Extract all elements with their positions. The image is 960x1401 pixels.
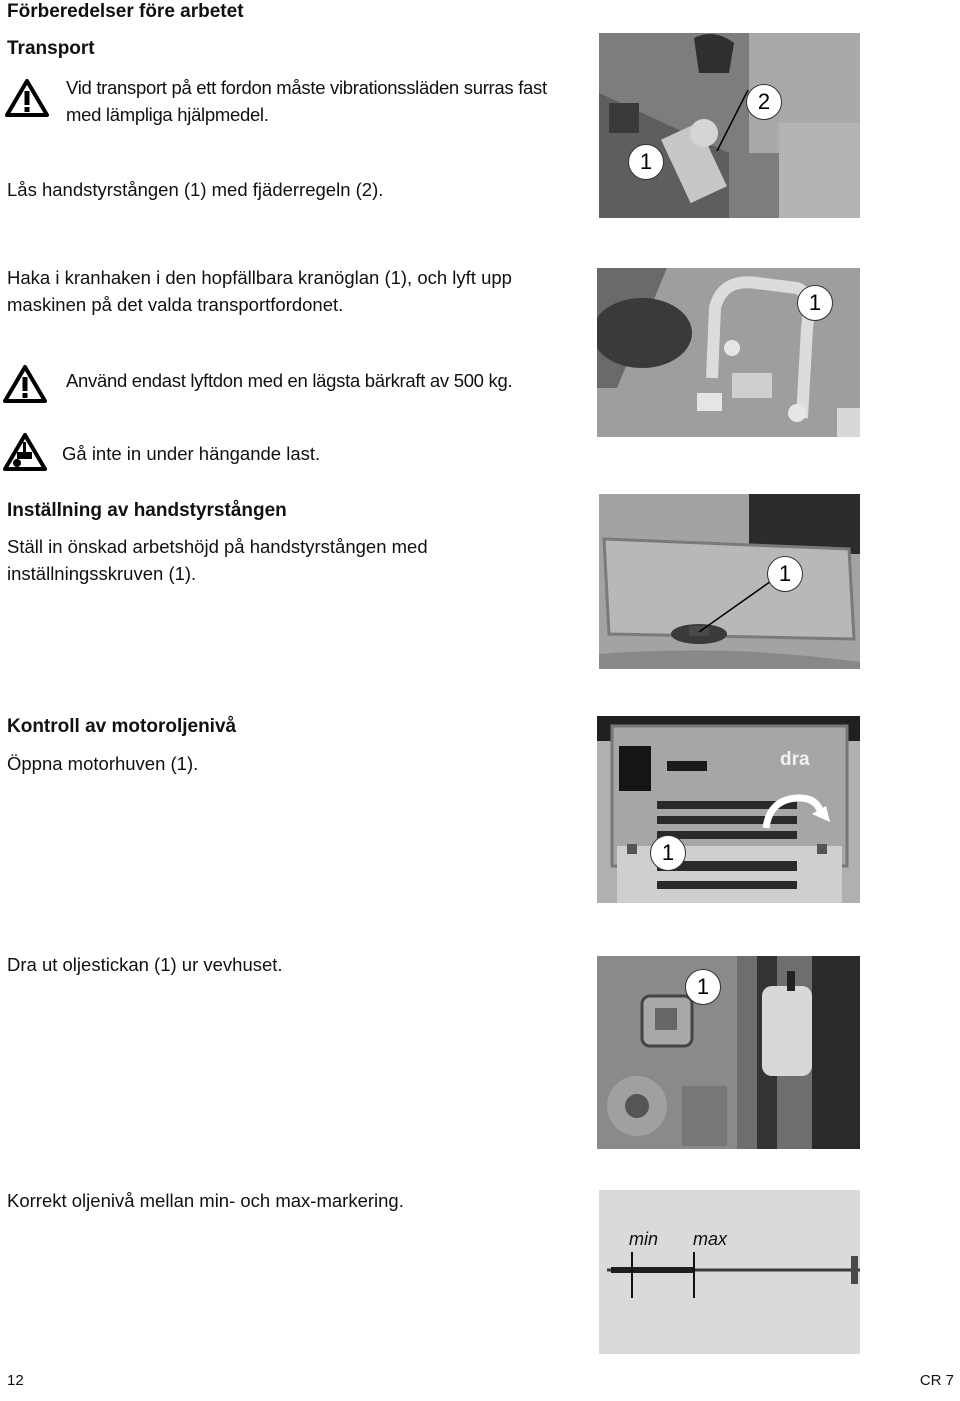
- transport-heading: Transport: [7, 38, 95, 59]
- callout-1: 1: [797, 285, 833, 321]
- pull-label: dra: [780, 749, 810, 770]
- page-number: 12: [7, 1372, 24, 1389]
- pull-arrow-icon: [760, 792, 832, 834]
- model-name: CR 7: [919, 1372, 954, 1389]
- transport-lock-text: Lås handstyrstången (1) med fjäderregeln (2).: [7, 179, 384, 200]
- callout-1: 1: [650, 835, 686, 871]
- photo-handle-screw: [599, 494, 860, 669]
- lifting-warning-capacity: Använd endast lyftdon med en lägsta bärkraft av 500 kg.: [66, 370, 513, 391]
- photo-dipstick-markings: [599, 1190, 860, 1354]
- oil-level-text: Korrekt oljenivå mellan min- och max-markering.: [7, 1190, 404, 1211]
- photo-dipstick: [597, 956, 860, 1149]
- oil-heading: Kontroll av motoroljenivå: [7, 716, 237, 737]
- oil-open-text: Öppna motorhuven (1).: [7, 753, 199, 774]
- transport-warning: Vid transport på ett fordon måste vibrationssläden surras fast med lämpliga hjälpmedel.: [66, 77, 547, 125]
- handle-text: Ställ in önskad arbetshöjd på handstyrstången med inställningsskruven (1).: [7, 536, 428, 584]
- callout-2: 2: [746, 84, 782, 120]
- handle-heading: Inställning av handstyrstången: [7, 500, 287, 521]
- callout-1: 1: [767, 556, 803, 592]
- page-title: Förberedelser före arbetet: [7, 1, 244, 22]
- photo-transport-lock: [599, 33, 860, 218]
- oil-dipstick-text: Dra ut oljestickan (1) ur vevhuset.: [7, 954, 283, 975]
- warning-icon: [5, 78, 49, 118]
- callout-1: 1: [628, 144, 664, 180]
- min-label: min: [629, 1229, 659, 1249]
- warning-icon: [3, 364, 47, 404]
- lifting-text: Haka i kranhaken i den hopfällbara kranöglan (1), och lyft upp maskinen på det valda transportfordonet.: [7, 267, 512, 315]
- callout-1: 1: [685, 969, 721, 1005]
- lifting-warning-load: Gå inte in under hängande last.: [62, 443, 321, 464]
- suspended-load-warning-icon: [3, 432, 47, 472]
- max-label: max: [693, 1229, 728, 1249]
